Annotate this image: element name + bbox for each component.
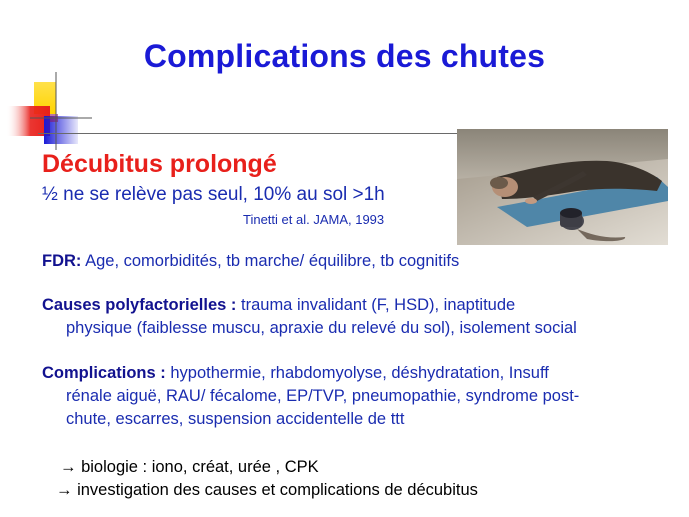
complications-line-3: chute, escarres, suspension accidentelle de ttt bbox=[66, 410, 405, 428]
citation: Tinetti et al. JAMA, 1993 bbox=[243, 212, 385, 227]
conclusion-text: investigation des causes et complications de décubitus bbox=[72, 481, 478, 499]
fdr-text: Age, comorbidités, tb marche/ équilibre, tb cognitifs bbox=[81, 252, 460, 270]
arrow-right-icon: → bbox=[56, 481, 73, 499]
conclusion-biologie bbox=[60, 458, 319, 477]
slide-title: Complications des chutes bbox=[143, 38, 546, 74]
title-divider bbox=[38, 133, 458, 134]
causes-line-1 bbox=[42, 296, 515, 315]
fdr-label: FDR: bbox=[42, 252, 82, 270]
causes-line-2: physique (faiblesse muscu, apraxie du relevé du sol), isolement social bbox=[66, 319, 577, 337]
statistic-line: ½ ne se relève pas seul, 10% au sol >1h bbox=[42, 184, 385, 205]
complications-line-2: rénale aiguë, RAU/ fécalome, EP/TVP, pneumopathie, syndrome post- bbox=[66, 387, 580, 405]
section-heading: Décubitus prolongé bbox=[42, 150, 277, 178]
complications-text-1: hypothermie, rhabdomyolyse, déshydratation, Insuff bbox=[165, 364, 549, 382]
conclusion-text: biologie : iono, créat, urée , CPK bbox=[76, 458, 319, 476]
person-lying-on-floor-photo bbox=[457, 129, 668, 245]
fdr-line bbox=[42, 252, 459, 271]
causes-text-1: trauma invalidant (F, HSD), inaptitude bbox=[236, 296, 516, 314]
causes-label: Causes polyfactorielles : bbox=[42, 296, 237, 314]
corner-decoration bbox=[0, 0, 100, 160]
complications-label: Complications : bbox=[42, 364, 166, 382]
conclusion-investigation bbox=[56, 481, 478, 500]
arrow-right-icon: → bbox=[60, 458, 77, 476]
complications-line-1 bbox=[42, 364, 549, 383]
